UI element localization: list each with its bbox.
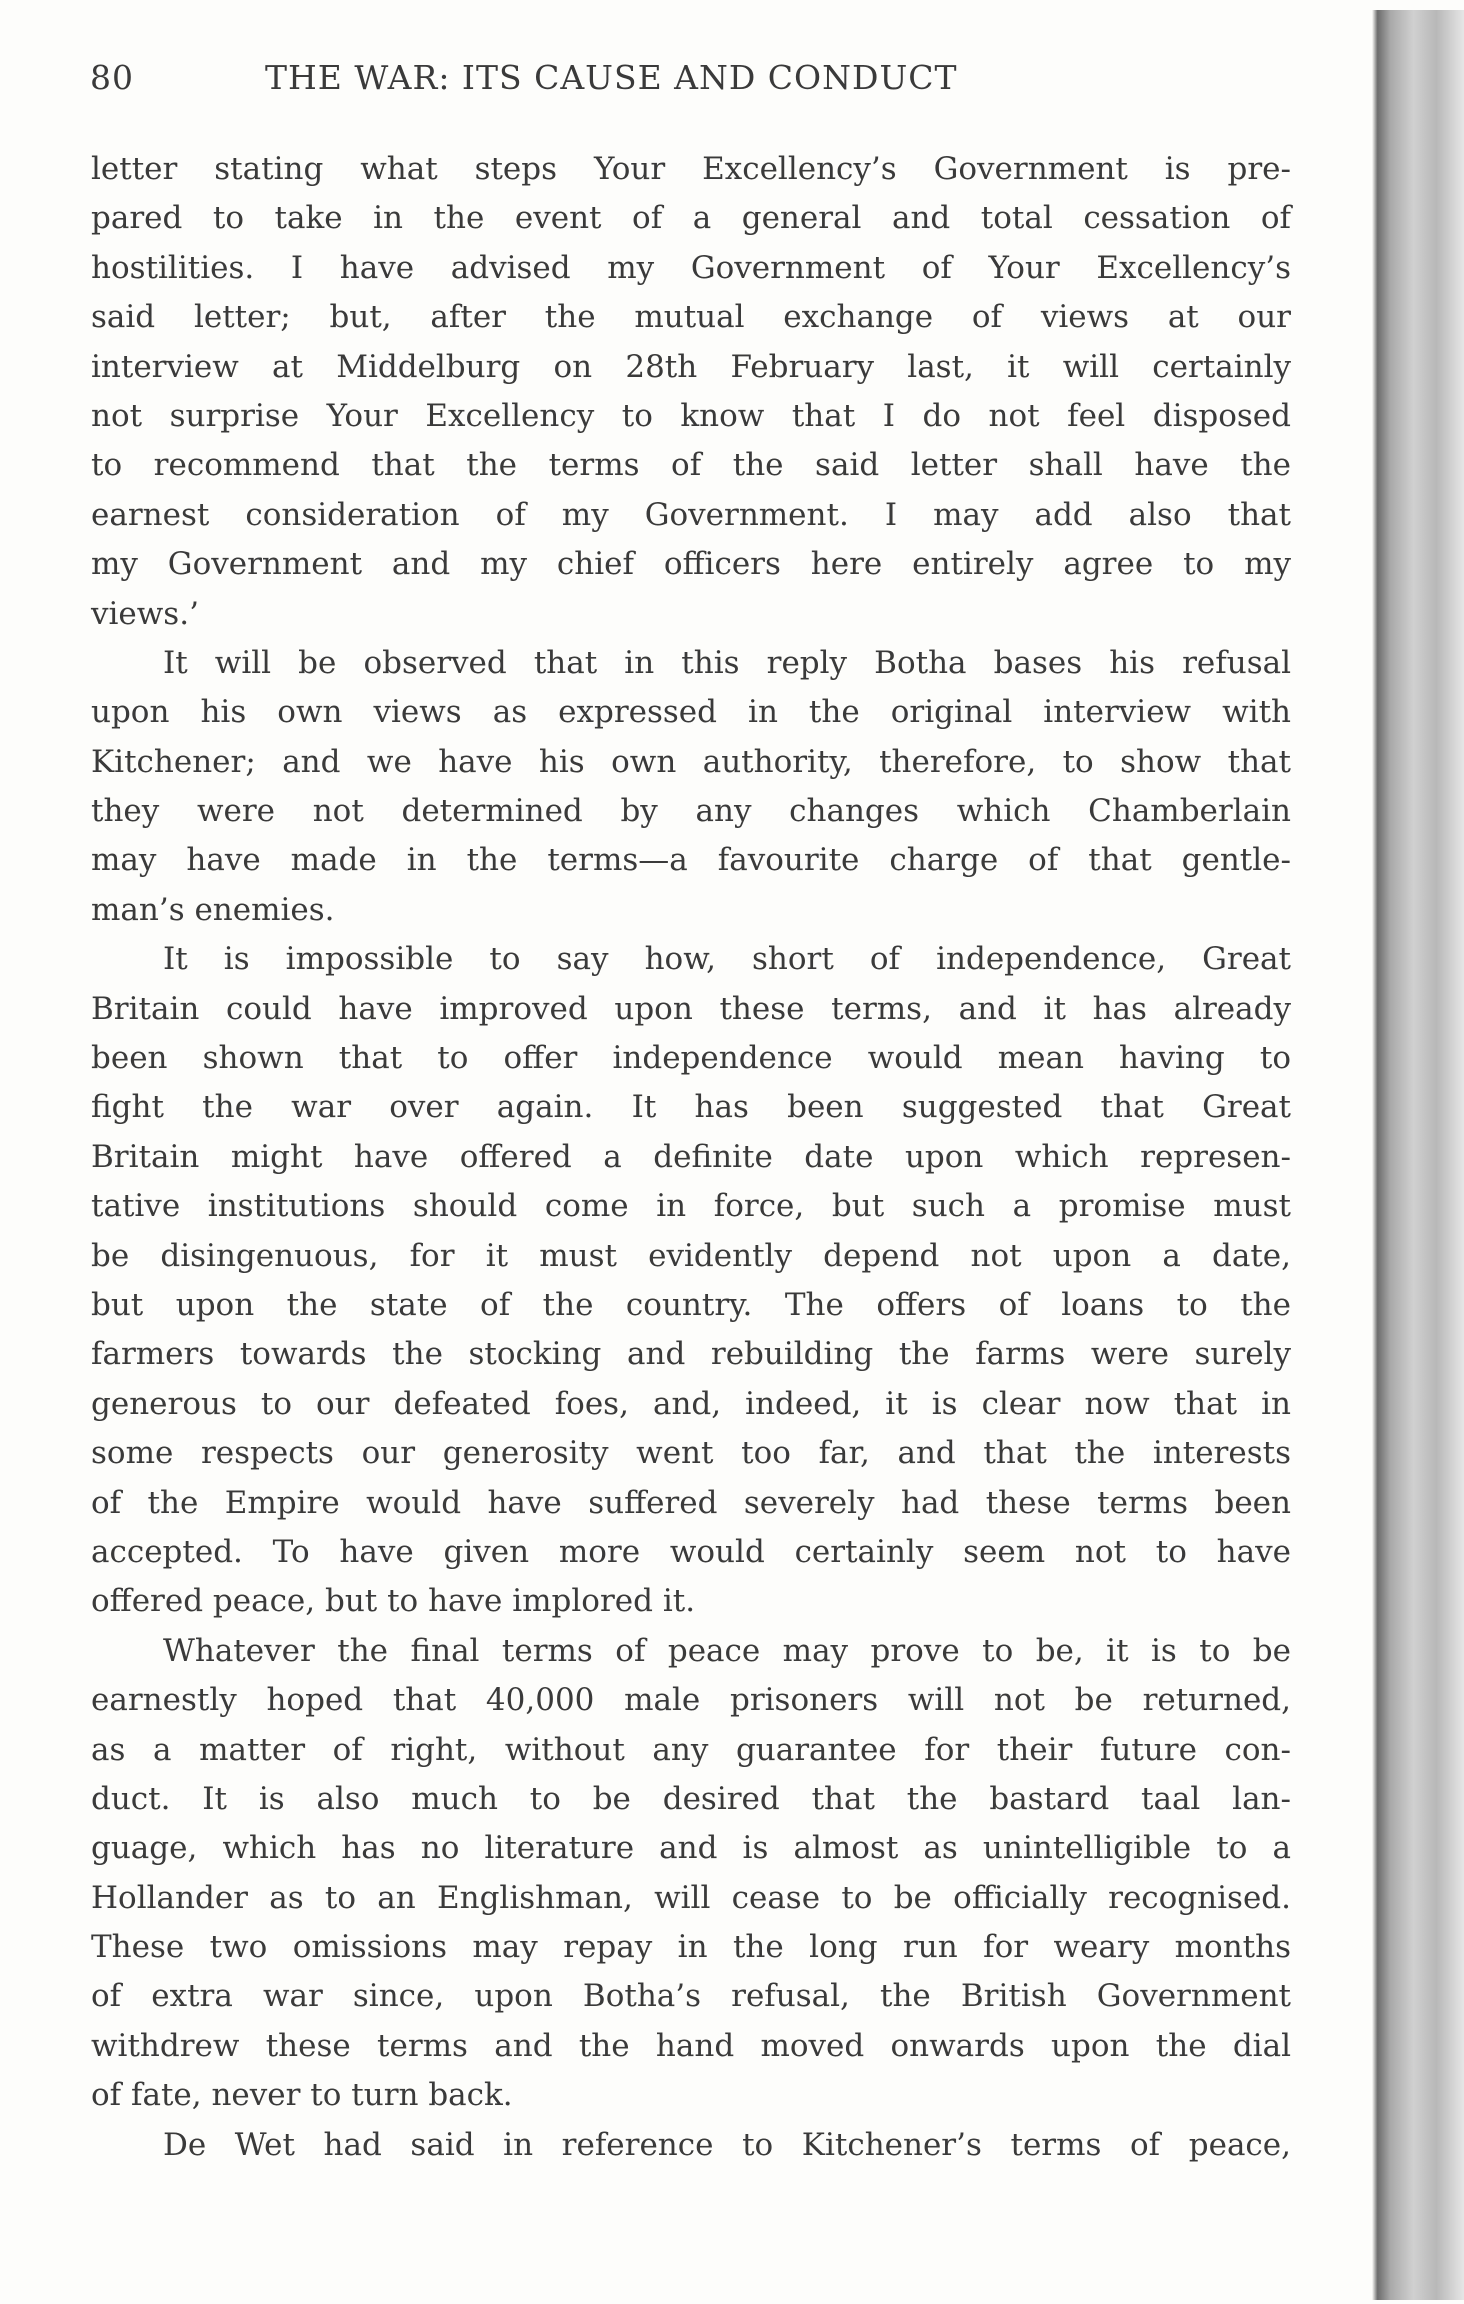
text-line: interview at Middelburg on 28th February last, it will certainly [91,348,1291,385]
text-line: but upon the state of the country. The offers of loans to the [91,1286,1291,1323]
text-line: views.’ [91,595,199,632]
text-line: some respects our generosity went too far, and that the interests [91,1435,1291,1472]
text-line: generous to our defeated foes, and, indeed, it is clear now that in [91,1385,1291,1422]
text-line: said letter; but, after the mutual exchange of views at our [91,299,1291,336]
text-line: as a matter of right, without any guarantee for their future con- [91,1731,1291,1768]
text-line: Britain could have improved upon these terms, and it has already [91,990,1291,1027]
text-line: fight the war over again. It has been suggested that Great [91,1089,1291,1126]
text-line: guage, which has no literature and is almost as unintelligible to a [91,1830,1291,1867]
text-line: not surprise Your Excellency to know that I do not feel disposed [91,397,1291,434]
text-line: hostilities. I have advised my Government of Your Excellency’s [91,249,1291,286]
text-line: These two omissions may repay in the long run for weary months [91,1929,1291,1966]
text-line: upon his own views as expressed in the original interview with [91,694,1291,731]
text-line: offered peace, but to have implored it. [91,1583,696,1620]
text-line: may have made in the terms—a favourite charge of that gentle- [91,842,1291,879]
text-line: to recommend that the terms of the said letter shall have the [91,447,1291,484]
page-number: 80 [90,58,134,97]
text-line: pared to take in the event of a general and total cessation of [91,200,1291,237]
text-line: of extra war since, upon Botha’s refusal, the British Government [91,1978,1291,2015]
text-line: of the Empire would have suffered severely had these terms been [91,1484,1291,1521]
page-edge-shadow [1372,10,1464,2300]
text-line: duct. It is also much to be desired that the bastard taal lan- [91,1780,1291,1817]
text-line: tative institutions should come in force, but such a promise must [91,1188,1291,1225]
text-line: man’s enemies. [91,891,335,928]
text-line: letter stating what steps Your Excellency’s Government is pre- [91,151,1291,187]
text-line: withdrew these terms and the hand moved onwards upon the dial [91,2027,1291,2064]
text-line: Kitchener; and we have his own authority, therefore, to show that [91,743,1291,780]
text-line: Whatever the final terms of peace may prove to be, it is to be [163,1632,1291,1669]
text-line: earnest consideration of my Government. I may add also that [91,496,1291,533]
body-text [91,145,1291,2170]
text-line: Hollander as to an Englishman, will cease to be officially recognised. [91,1879,1291,1916]
text-line: be disingenuous, for it must evidently depend not upon a date, [91,1237,1291,1274]
text-line: It will be observed that in this reply Botha bases his refusal [163,644,1291,681]
text-line: It is impossible to say how, short of independence, Great [163,941,1291,978]
text-line: of fate, never to turn back. [91,2077,513,2114]
text-line: Britain might have offered a definite date upon which represen- [91,1138,1291,1175]
text-line: De Wet had said in reference to Kitchener’s terms of peace, [163,2126,1291,2163]
text-line: they were not determined by any changes which Chamberlain [91,793,1291,830]
text-line: accepted. To have given more would certainly seem not to have [91,1533,1291,1570]
text-line: farmers towards the stocking and rebuilding the farms were surely [91,1336,1291,1373]
running-header [90,58,1110,102]
text-line: earnestly hoped that 40,000 male prisoners will not be returned, [91,1682,1291,1719]
text-line: my Government and my chief officers here entirely agree to my [91,546,1291,583]
text-line: been shown that to offer independence would mean having to [91,1040,1291,1077]
running-title: THE WAR: ITS CAUSE AND CONDUCT [265,58,958,97]
